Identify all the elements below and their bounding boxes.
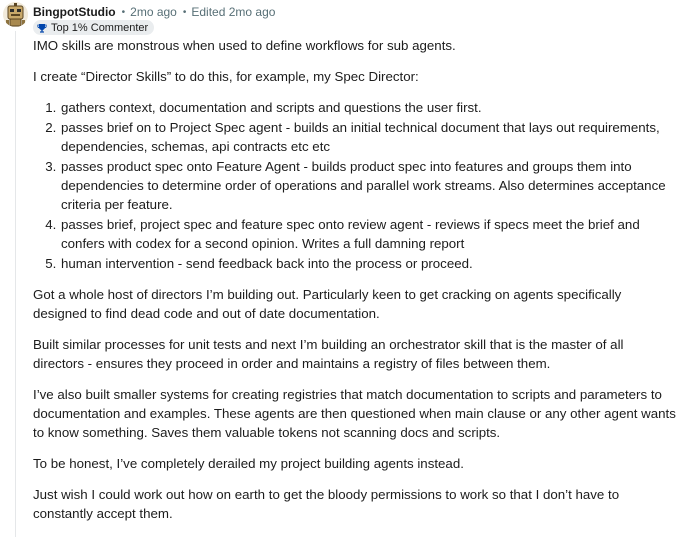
separator-dot: • <box>182 6 187 18</box>
list-item: 3. passes product spec onto Feature Agent - builds product spec into features and groups them into dependencies to determine order of operations and parallel work streams. Also determines acceptance criteria per feature. <box>60 157 678 214</box>
comment-body <box>33 36 678 535</box>
robot-avatar-icon <box>3 2 28 27</box>
separator-dot: • <box>121 6 126 18</box>
steps-list <box>33 98 678 273</box>
comment-intro: IMO skills are monstrous when used to define workflows for sub agents. <box>33 38 456 53</box>
list-item: 2. passes brief on to Project Spec agent - builds an initial technical document that lays out requirements, dependencies, schemas, api contracts etc etc <box>60 118 678 156</box>
paragraph: Just wish I could work out how on earth to get the bloody permissions to work so that I don’t have to constantly accept them. <box>33 487 620 521</box>
list-item: 1. gathers context, documentation and scripts and questions the user first. <box>60 98 678 117</box>
paragraph: Got a whole host of directors I’m building out. Particularly keen to get cracking on agents specifically designed to find dead code and out of date documentation. <box>33 287 622 321</box>
list-item: 5. human intervention - send feedback back into the process or proceed. <box>60 254 678 273</box>
list-item: 4. passes brief, project spec and feature spec onto review agent - reviews if specs meet the brief and confers with codex for a second opinion. Writes a full damning report <box>60 215 678 253</box>
posted-time: 2mo ago <box>130 5 177 19</box>
paragraph: I’ve also built smaller systems for creating registries that match documentation to scripts and parameters to documentation and examples. These agents are then questioned when main clause or any other agent wants to know something. Saves them valuable tokens not scanning docs and scripts. <box>33 387 676 440</box>
comment-header <box>33 4 275 20</box>
username[interactable]: BingpotStudio <box>33 5 116 19</box>
user-avatar[interactable] <box>3 2 28 27</box>
paragraph: Built similar processes for unit tests and next I’m building an orchestrator skill that is the master of all directors - ensures they proceed in order and maintains a registry of files between them. <box>33 337 624 371</box>
edited-time: Edited 2mo ago <box>191 5 276 19</box>
user-flair <box>33 20 154 35</box>
comment-lead: I create “Director Skills” to do this, for example, my Spec Director: <box>33 69 419 84</box>
trophy-icon <box>37 23 47 33</box>
flair-label: Top 1% Commenter <box>51 21 149 34</box>
thread-line[interactable] <box>15 31 16 537</box>
paragraph: To be honest, I’ve completely derailed my project building agents instead. <box>33 456 464 471</box>
